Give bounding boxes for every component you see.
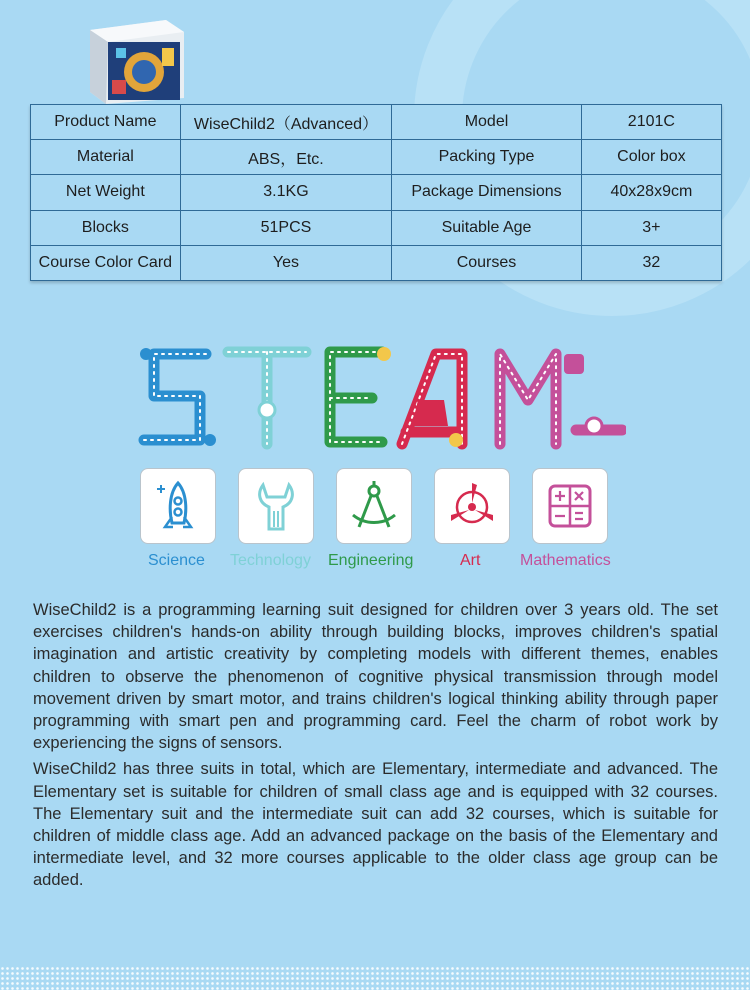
spec-label: Packing Type: [392, 140, 582, 175]
spec-value: 3.1KG: [180, 175, 392, 210]
table-row: [31, 140, 722, 175]
spec-value: 3+: [581, 210, 721, 245]
steam-logo: [136, 340, 626, 455]
art-card: [434, 468, 510, 544]
table-row: [31, 245, 722, 280]
product-description: [33, 599, 718, 896]
spec-label: Model: [392, 105, 582, 140]
spec-label: Course Color Card: [31, 245, 181, 280]
description-paragraph: WiseChild2 is a programming learning suit designed for children over 3 years old. The set exercises children's hands-on ability through building blocks, improves children's spatial imagination and artistic creativity by completing models with different themes, enables children to observe the phenomenon of cognitive physical transmission through model movement driven by smart motor, and trains children's logical thinking ability through paper programming with smart pen and programming card. Feel the charm of robot work by experiencing the signs of sensors.: [33, 601, 718, 753]
subject-label-mathematics: Mathematics: [520, 552, 611, 569]
spec-label: Courses: [392, 245, 582, 280]
calculator-icon: [541, 477, 599, 535]
description-paragraph: WiseChild2 has three suits in total, which are Elementary, intermediate and advanced. The Elementary set is suitable for children of small class age and is equipped with 32 courses. The Elementary suit and the intermediate suit can add 32 courses, which is suitable for children of middle class age. Add an advanced package on the basis of the Elementary and intermediate level, and 32 more courses applicable to the older class age group can be added.: [33, 760, 718, 890]
spec-label: Product Name: [31, 105, 181, 140]
mathematics-card: [532, 468, 608, 544]
spec-label: Package Dimensions: [392, 175, 582, 210]
subject-label-technology: Technology: [230, 552, 311, 569]
spec-value: Color box: [581, 140, 721, 175]
product-box-image: [84, 18, 188, 104]
compass-icon: [345, 477, 403, 535]
subject-label-science: Science: [148, 552, 205, 569]
subject-label-art: Art: [460, 552, 481, 569]
spec-value: 51PCS: [180, 210, 392, 245]
propeller-icon: [443, 477, 501, 535]
spec-value: ABS，Etc.: [180, 140, 392, 175]
spec-value: WiseChild2（Advanced）: [180, 105, 392, 140]
science-card: [140, 468, 216, 544]
spec-label: Material: [31, 140, 181, 175]
spec-value: 40x28x9cm: [581, 175, 721, 210]
spec-label: Suitable Age: [392, 210, 582, 245]
spec-value: Yes: [180, 245, 392, 280]
wrench-icon: [247, 477, 305, 535]
steam-subjects: [140, 468, 630, 578]
table-row: [31, 175, 722, 210]
table-row: [31, 210, 722, 245]
technology-card: [238, 468, 314, 544]
spec-label: Net Weight: [31, 175, 181, 210]
spec-value: 32: [581, 245, 721, 280]
spec-label: Blocks: [31, 210, 181, 245]
table-row: [31, 105, 722, 140]
subject-label-engineering: Engineering: [328, 552, 414, 569]
rocket-icon: [149, 477, 207, 535]
engineering-card: [336, 468, 412, 544]
dotted-footer-decoration: [0, 966, 750, 990]
specification-table: [30, 104, 722, 281]
spec-value: 2101C: [581, 105, 721, 140]
